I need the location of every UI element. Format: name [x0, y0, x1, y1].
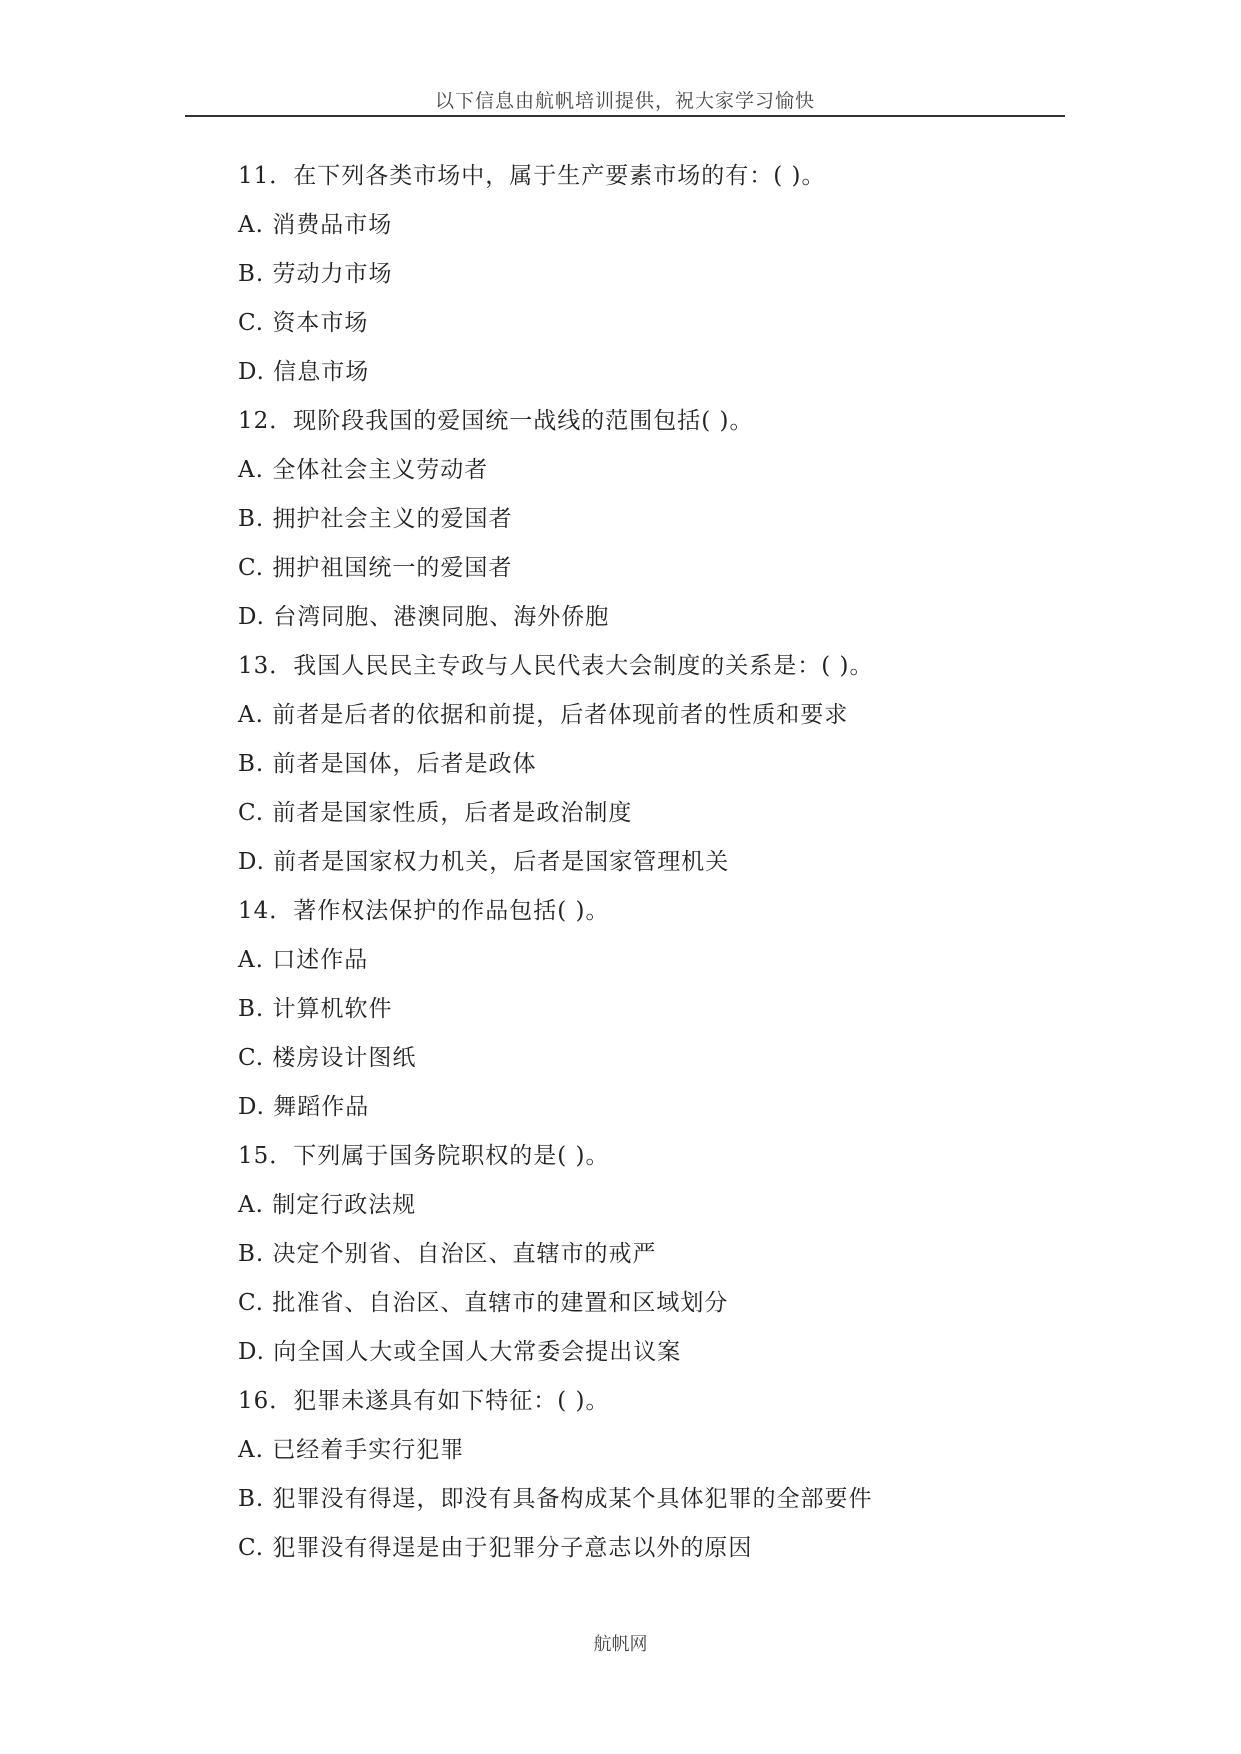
- question-15-option-a: A. 制定行政法规: [238, 1192, 417, 1218]
- question-14-option-b: B. 计算机软件: [238, 996, 393, 1022]
- question-16-stem: 16．犯罪未遂具有如下特征：( )。: [238, 1388, 610, 1414]
- question-14-stem: 14．著作权法保护的作品包括( )。: [238, 898, 610, 924]
- question-15-option-d: D. 向全国人大或全国人大常委会提出议案: [238, 1339, 682, 1365]
- question-11-option-b: B. 劳动力市场: [238, 261, 393, 287]
- question-11-option-a: A. 消费品市场: [238, 212, 393, 238]
- page-header: 以下信息由航帆培训提供，祝大家学习愉快: [434, 90, 815, 112]
- question-11-option-d: D. 信息市场: [238, 359, 370, 385]
- question-12-stem: 12．现阶段我国的爱国统一战线的范围包括( )。: [238, 408, 754, 434]
- question-16-option-a: A. 已经着手实行犯罪: [238, 1437, 465, 1463]
- question-11-stem: 11．在下列各类市场中，属于生产要素市场的有：( )。: [238, 163, 826, 189]
- question-13-option-b: B. 前者是国体，后者是政体: [238, 751, 537, 777]
- question-15-option-c: C. 批准省、自治区、直辖市的建置和区域划分: [238, 1290, 729, 1316]
- question-14-option-c: C. 楼房设计图纸: [238, 1045, 417, 1071]
- header-divider: [185, 115, 1065, 117]
- question-11-option-c: C. 资本市场: [238, 310, 369, 336]
- question-12-option-b: B. 拥护社会主义的爱国者: [238, 506, 513, 532]
- page-footer: 航帆网: [593, 1634, 648, 1655]
- question-13-option-d: D. 前者是国家权力机关，后者是国家管理机关: [238, 849, 730, 875]
- question-12-option-c: C. 拥护祖国统一的爱国者: [238, 555, 513, 581]
- question-12-option-a: A. 全体社会主义劳动者: [238, 457, 489, 483]
- question-13-option-a: A. 前者是后者的依据和前提，后者体现前者的性质和要求: [238, 702, 849, 728]
- question-14-option-a: A. 口述作品: [238, 947, 369, 973]
- question-13-stem: 13．我国人民民主专政与人民代表大会制度的关系是：( )。: [238, 653, 874, 679]
- question-16-option-c: C. 犯罪没有得逞是由于犯罪分子意志以外的原因: [238, 1535, 753, 1561]
- question-14-option-d: D. 舞蹈作品: [238, 1094, 370, 1120]
- question-15-stem: 15．下列属于国务院职权的是( )。: [238, 1143, 610, 1169]
- question-13-option-c: C. 前者是国家性质，后者是政治制度: [238, 800, 633, 826]
- question-list: [238, 152, 1088, 1573]
- question-16-option-b: B. 犯罪没有得逞，即没有具备构成某个具体犯罪的全部要件: [238, 1486, 873, 1512]
- question-15-option-b: B. 决定个别省、自治区、直辖市的戒严: [238, 1241, 657, 1267]
- question-12-option-d: D. 台湾同胞、港澳同胞、海外侨胞: [238, 604, 610, 630]
